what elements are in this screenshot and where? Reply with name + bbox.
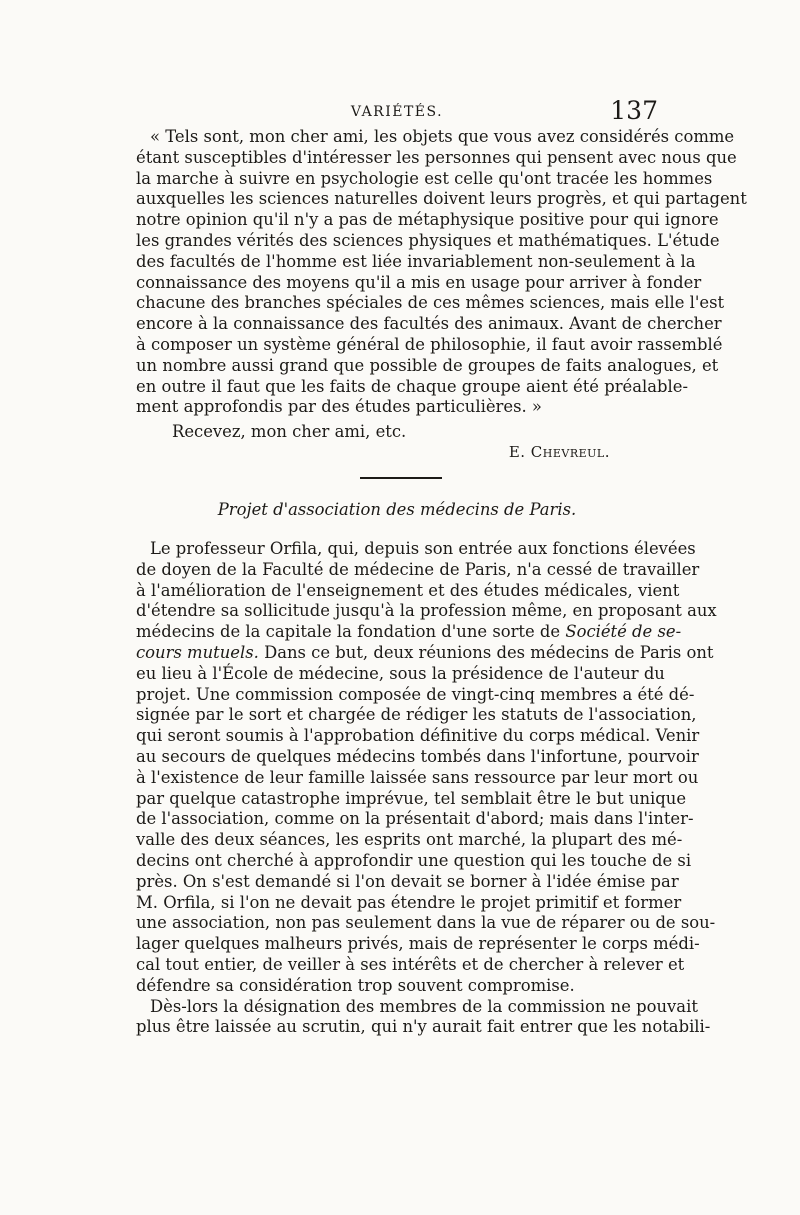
text-line: plus être laissée au scrutin, qui n'y aurait fait entrer que les notabili- [136, 1017, 711, 1037]
text-line: qui seront soumis à l'approbation définitive du corps médical. Venir [136, 726, 700, 746]
text-line: à l'existence de leur famille laissée sans ressource par leur mort ou [136, 767, 699, 787]
text-line: à composer un système général de philosophie, il faut avoir rassemblé [136, 334, 723, 354]
text-line: signée par le sort et chargée de rédiger les statuts de l'association, [136, 705, 697, 725]
italic-phrase: Société de se- [565, 622, 682, 642]
body-line-italic-start [136, 622, 682, 643]
text-line: projet. Une commission composée de vingt-cinq membres a été dé- [136, 684, 695, 704]
signature: E. Chevreul. [508, 443, 610, 461]
body-text: médecins de la capitale la fondation d'une sorte de [136, 622, 566, 642]
text-line: défendre sa considération trop souvent compromise. [136, 975, 575, 995]
text-line: par quelque catastrophe imprévue, tel semblait être le but unique [136, 788, 687, 808]
text-line: auxquelles les sciences naturelles doivent leurs progrès, et qui partagent [136, 189, 747, 209]
signoff: Recevez, mon cher ami, etc. [172, 422, 407, 441]
page-header [136, 98, 658, 128]
text-line: un nombre aussi grand que possible de groupes de faits analogues, et [136, 355, 719, 375]
text-line: à l'amélioration de l'enseignement et des études médicales, vient [136, 580, 680, 600]
body-paragraph-2 [136, 996, 711, 1039]
text-line: au secours de quelques médecins tombés dans l'infortune, pourvoir [136, 746, 699, 766]
body-lines-d [136, 663, 716, 997]
text-line: valle des deux séances, les esprits ont marché, la plupart des mé- [136, 830, 683, 850]
text-line: cal tout entier, de veiller à ses intérêts et de chercher à relever et [136, 954, 685, 974]
text-line: chacune des branches spéciales de ces mêmes sciences, mais elle l'est [136, 293, 725, 313]
text-line: notre opinion qu'il n'y a pas de métaphysique positive pour qui ignore [136, 210, 719, 230]
text-line: les grandes vérités des sciences physiques et mathématiques. L'étude [136, 230, 720, 250]
section-divider [360, 477, 442, 479]
text-line: la marche à suivre en psychologie est celle qu'ont tracée les hommes [136, 168, 713, 188]
text-line: en outre il faut que les faits de chaque groupe aient été préalable- [136, 376, 688, 396]
text-line: ment approfondis par des études particulières. » [136, 397, 542, 417]
text-line: d'étendre sa sollicitude jusqu'à la profession même, en proposant aux [136, 601, 717, 621]
text-line: de doyen de la Faculté de médecine de Paris, n'a cessé de travailler [136, 559, 700, 579]
text-line: eu lieu à l'École de médecine, sous la présidence de l'auteur du [136, 663, 665, 683]
text-line: « Tels sont, mon cher ami, les objets que vous avez considérés comme [150, 127, 735, 146]
body-lines-a [136, 539, 717, 622]
quote-paragraph [136, 127, 747, 418]
text-line: lager quelques malheurs privés, mais de représenter le corps médi- [136, 934, 700, 954]
section-title: Projet d'association des médecins de Paris. [217, 500, 577, 519]
text-line: encore à la connaissance des facultés des animaux. Avant de chercher [136, 314, 722, 334]
italic-phrase: cours mutuels. [136, 642, 259, 662]
body-paragraph [136, 539, 717, 1038]
text-line: de l'association, comme on la présentait d'abord; mais dans l'inter- [136, 809, 694, 829]
text-line: connaissance des moyens qu'il a mis en usage pour arriver à fonder [136, 272, 702, 292]
text-line: Dès-lors la désignation des membres de la commission ne pouvait [150, 996, 698, 1016]
text-line: decins ont cherché à approfondir une question qui les touche de si [136, 850, 692, 870]
text-line: M. Orfila, si l'on ne devait pas étendre le projet primitif et former [136, 892, 682, 912]
body-text: Dans ce but, deux réunions des médecins de Paris ont [258, 642, 714, 662]
page-number: 137 [610, 96, 658, 125]
running-head: VARIÉTÉS. [350, 104, 444, 120]
text-line: près. On s'est demandé si l'on devait se borner à l'idée émise par [136, 871, 679, 891]
text-line: Le professeur Orfila, qui, depuis son entrée aux fonctions élevées [150, 539, 696, 558]
body-line-italic-end [136, 642, 714, 664]
text-line: une association, non pas seulement dans la vue de réparer ou de sou- [136, 913, 716, 933]
text-line: étant susceptibles d'intéresser les personnes qui pensent avec nous que [136, 147, 737, 167]
text-line: des facultés de l'homme est liée invariablement non-seulement à la [136, 251, 696, 271]
